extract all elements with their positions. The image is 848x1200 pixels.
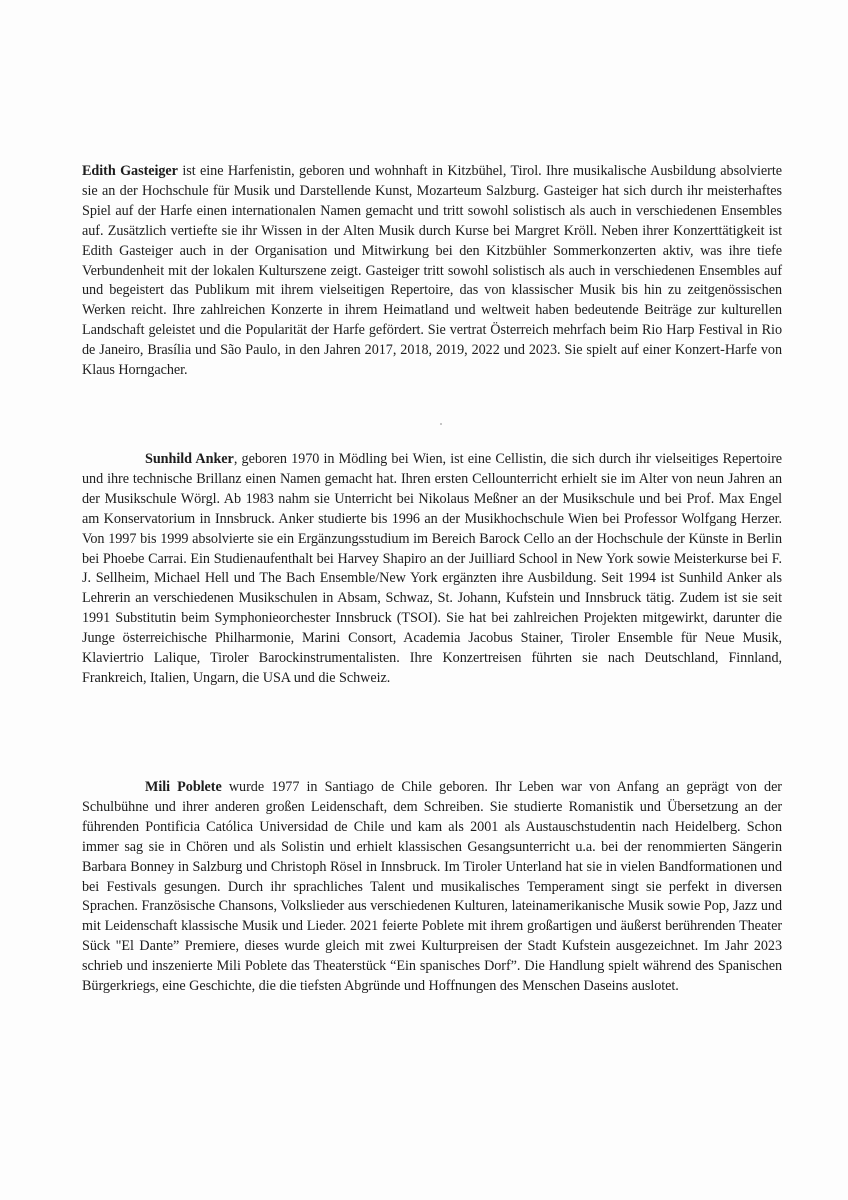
scan-speck [440, 423, 442, 425]
bio-paragraph-mili-poblete [82, 778, 782, 997]
bio-name: Sunhild Anker [145, 451, 234, 467]
bio-text: , geboren 1970 in Mödling bei Wien, ist eine Cellistin, die sich durch ihr vielseitiges Repertoire und ihre technische Brillanz einen Namen gemacht hat. Ihren ersten Cellounterricht erhielt sie im Alter von neun Jahren an der Musikschule Wörgl. Ab 1983 nahm sie Unterricht bei Nikolaus Meßner an der Musikschule und bei Prof. Max Engel am Konservatorium in Innsbruck. Anker studierte bis 1996 an der Musikhochschule Wien bei Professor Wolfgang Herzer. Von 1997 bis 1999 absolvierte sie ein Ergänzungsstudium im Bereich Barock Cello an der Hochschule der Künste in Berlin bei Phoebe Carrai. Ein Studienaufenthalt bei Harvey Shapiro an der Juilliard School in New York sowie Meisterkurse bei F. J. Sellheim, Michael Hell und The Bach Ensemble/New York ergänzten ihre Ausbildung. Seit 1994 ist Sunhild Anker als Lehrerin an verschiedenen Musikschulen in Absam, Schwaz, St. Johann, Kufstein und Innsbruck tätig. Zudem ist sie seit 1991 Substitutin beim Symphonieorchester Innsbruck (TSOI). Sie hat bei zahlreichen Projekten mitgewirkt, darunter die Junge österreichische Philharmonie, Marini Consort, Academia Jacobus Stainer, Tiroler Ensemble für Neue Musik, Klaviertrio Lalique, Tiroler Barockinstrumentalisten. Ihre Konzertreisen führten sie nach Deutschland, Finnland, Frankreich, Italien, Ungarn, die USA und die Schweiz. [82, 451, 782, 686]
bio-name: Mili Poblete [145, 779, 222, 795]
bio-name: Edith Gasteiger [82, 163, 178, 179]
bio-text: wurde 1977 in Santiago de Chile geboren. Ihr Leben war von Anfang an geprägt von der Schulbühne und ihrer anderen großen Leidenschaft, dem Schreiben. Sie studierte Romanistik und Übersetzung an der führenden Pontificia Católica Universidad de Chile und kam als 2001 als Austauschstudentin nach Heidelberg. Schon immer sag sie in Chören und als Solistin und erhielt klassischen Gesangsunterricht u.a. bei der renommierten Sängerin Barbara Bonney in Salzburg und Christoph Rösel in Innsbruck. Im Tiroler Unterland hat sie in vielen Bandformationen und bei Festivals gesungen. Durch ihr sprachliches Talent und musikalisches Temperament singt sie perfekt in diversen Sprachen. Französische Chansons, Volkslieder aus verschiedenen Kulturen, lateinamerikanische Musik sowie Pop, Jazz und mit Leidenschaft klassische Musik und Lieder. 2021 feierte Poblete mit ihrem großartigen und äußerst berührenden Theater Sück "El Dante” Premiere, dieses wurde gleich mit zwei Kulturpreisen der Stadt Kufstein ausgezeichnet. Im Jahr 2023 schrieb und inszenierte Mili Poblete das Theaterstück “Ein spanisches Dorf”. Die Handlung spielt während des Spanischen Bürgerkriegs, eine Geschichte, die die tiefsten Abgründe und Hoffnungen des Menschen Daseins auslotet. [82, 779, 782, 995]
bio-text: ist eine Harfenistin, geboren und wohnhaft in Kitzbühel, Tirol. Ihre musikalische Ausbildung absolvierte sie an der Hochschule für Musik und Darstellende Kunst, Mozarteum Salzburg. Gasteiger hat sich durch ihr meisterhaftes Spiel auf der Harfe einen internationalen Namen gemacht und tritt sowohl solistisch als auch in verschiedenen Ensembles auf. Zusätzlich vertiefte sie ihr Wissen in der Alten Musik durch Kurse bei Margret Kröll. Neben ihrer Konzerttätigkeit ist Edith Gasteiger auch in der Organisation und Mitwirkung bei den Kitzbühler Sommerkonzerten aktiv, was ihre tiefe Verbundenheit mit der lokalen Kulturszene zeigt. Gasteiger tritt sowohl solistisch als auch in verschiedenen Ensembles auf und begeistert das Publikum mit ihrem vielseitigen Repertoire, das von klassischer Musik bis hin zu zeitgenössischen Werken reicht. Ihre zahlreichen Konzerte in ihrem Heimatland und weltweit haben bedeutende Beiträge zur kulturellen Landschaft geleistet und die Popularität der Harfe gefördert. Sie vertrat Österreich mehrfach beim Rio Harp Festival in Rio de Janeiro, Brasília und São Paulo, in den Jahren 2017, 2018, 2019, 2022 und 2023. Sie spielt auf einer Konzert-Harfe von Klaus Horngacher. [82, 163, 782, 379]
bio-paragraph-edith-gasteiger [82, 162, 782, 381]
bio-paragraph-sunhild-anker [82, 450, 782, 689]
